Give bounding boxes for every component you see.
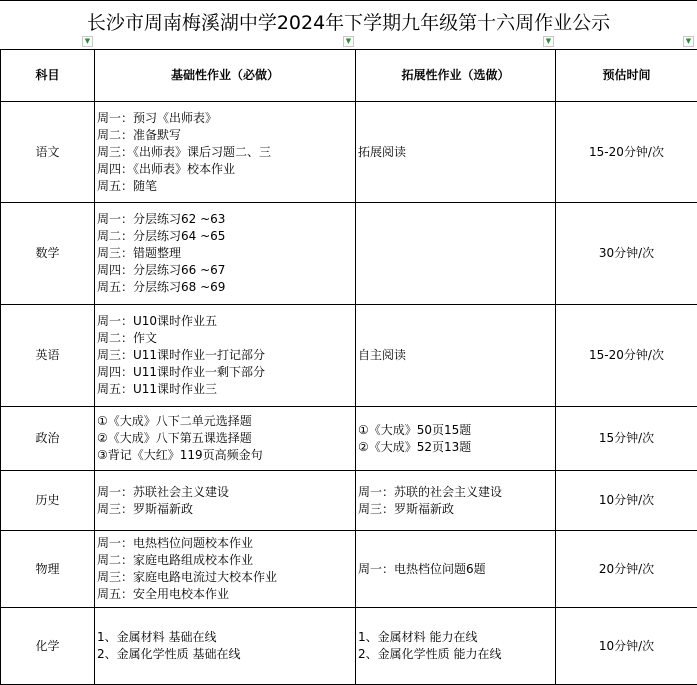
basic-homework-line: 周一：U10课时作业五 xyxy=(97,313,353,330)
basic-homework-cell xyxy=(95,407,356,471)
extended-homework-line: 周一：苏联的社会主义建设 xyxy=(358,484,553,501)
subject-cell: 化学 xyxy=(1,608,95,685)
extended-homework-cell xyxy=(356,305,556,407)
extended-homework-line: ①《大成》50页15题 xyxy=(358,422,553,439)
extended-homework-line: 周一：电热档位问题6题 xyxy=(358,561,553,578)
extended-homework-cell xyxy=(356,102,556,203)
table-row xyxy=(1,531,697,608)
subject-cell: 物理 xyxy=(1,531,95,608)
basic-homework-line: 周五：安全用电校本作业 xyxy=(97,586,353,603)
basic-homework-line: 周五：分层练习68 ~69 xyxy=(97,279,353,296)
basic-homework-line: 2、金属化学性质 基础在线 xyxy=(97,646,353,663)
extended-homework-line: 自主阅读 xyxy=(358,347,553,364)
basic-homework-line: 周二：家庭电路组成校本作业 xyxy=(97,552,353,569)
basic-homework-line: 周五：U11课时作业三 xyxy=(97,381,353,398)
subject-cell: 英语 xyxy=(1,305,95,407)
basic-homework-cell xyxy=(95,203,356,305)
page-title: 长沙市周南梅溪湖中学2024年下学期九年级第十六周作业公示 xyxy=(0,0,697,48)
basic-homework-cell xyxy=(95,305,356,407)
basic-homework-line: ②《大成》八下第五课选择题 xyxy=(97,430,353,447)
basic-homework-line: ③背记《大红》119页高频金句 xyxy=(97,447,353,464)
basic-homework-line: 周三：U11课时作业一打记部分 xyxy=(97,347,353,364)
header-time: 预估时间 xyxy=(556,50,697,102)
basic-homework-line: 周一：分层练习62 ~63 xyxy=(97,211,353,228)
extended-homework-line: 2、金属化学性质 能力在线 xyxy=(358,646,553,663)
basic-homework-line: 周二：分层练习64 ~65 xyxy=(97,228,353,245)
extended-homework-cell xyxy=(356,608,556,685)
basic-homework-line: 周三：罗斯福新政 xyxy=(97,501,353,518)
basic-homework-cell xyxy=(95,471,356,531)
estimated-time-cell: 30分钟/次 xyxy=(556,203,697,305)
extended-homework-cell xyxy=(356,407,556,471)
header-basic: 基础性作业（必做） xyxy=(95,50,356,102)
filter-dropdown-icon[interactable]: ▼ xyxy=(683,36,694,47)
basic-homework-cell xyxy=(95,531,356,608)
basic-homework-line: 周三：家庭电路电流过大校本作业 xyxy=(97,569,353,586)
table-row xyxy=(1,608,697,685)
extended-homework-cell xyxy=(356,203,556,305)
filter-dropdown-icon[interactable]: ▼ xyxy=(82,36,93,47)
basic-homework-line: 周三：《出师表》课后习题二、三 xyxy=(97,144,353,161)
estimated-time-cell: 20分钟/次 xyxy=(556,531,697,608)
subject-cell: 语文 xyxy=(1,102,95,203)
extended-homework-cell xyxy=(356,531,556,608)
subject-cell: 政治 xyxy=(1,407,95,471)
basic-homework-line: 周四：U11课时作业一剩下部分 xyxy=(97,364,353,381)
basic-homework-line: 周一：预习《出师表》 xyxy=(97,110,353,127)
basic-homework-line: 周二：作文 xyxy=(97,330,353,347)
estimated-time-cell: 10分钟/次 xyxy=(556,608,697,685)
table-row xyxy=(1,102,697,203)
extended-homework-line: 拓展阅读 xyxy=(358,144,553,161)
subject-cell: 数学 xyxy=(1,203,95,305)
basic-homework-line: 周四：《出师表》校本作业 xyxy=(97,161,353,178)
basic-homework-line: 周五：随笔 xyxy=(97,178,353,195)
basic-homework-line: 周四：分层练习66 ~67 xyxy=(97,262,353,279)
filter-dropdown-icon[interactable]: ▼ xyxy=(543,36,554,47)
basic-homework-line: 周三：错题整理 xyxy=(97,245,353,262)
table-row xyxy=(1,305,697,407)
header-extended: 拓展性作业（选做） xyxy=(356,50,556,102)
extended-homework-line: 周三：罗斯福新政 xyxy=(358,501,553,518)
estimated-time-cell: 15分钟/次 xyxy=(556,407,697,471)
basic-homework-line: 周一：苏联社会主义建设 xyxy=(97,484,353,501)
extended-homework-cell xyxy=(356,471,556,531)
subject-cell: 历史 xyxy=(1,471,95,531)
table-row xyxy=(1,471,697,531)
homework-table xyxy=(0,49,697,685)
extended-homework-line: 1、金属材料 能力在线 xyxy=(358,629,553,646)
table-row xyxy=(1,203,697,305)
header-subject: 科目 xyxy=(1,50,95,102)
filter-dropdown-icon[interactable]: ▼ xyxy=(343,36,354,47)
basic-homework-cell xyxy=(95,102,356,203)
estimated-time-cell: 15-20分钟/次 xyxy=(556,102,697,203)
basic-homework-line: ①《大成》八下二单元选择题 xyxy=(97,413,353,430)
basic-homework-line: 1、金属材料 基础在线 xyxy=(97,629,353,646)
basic-homework-line: 周二：准备默写 xyxy=(97,127,353,144)
basic-homework-cell xyxy=(95,608,356,685)
estimated-time-cell: 15-20分钟/次 xyxy=(556,305,697,407)
table-row xyxy=(1,407,697,471)
estimated-time-cell: 10分钟/次 xyxy=(556,471,697,531)
basic-homework-line: 周一：电热档位问题校本作业 xyxy=(97,535,353,552)
extended-homework-line: ②《大成》52页13题 xyxy=(358,439,553,456)
header-row xyxy=(1,50,697,102)
